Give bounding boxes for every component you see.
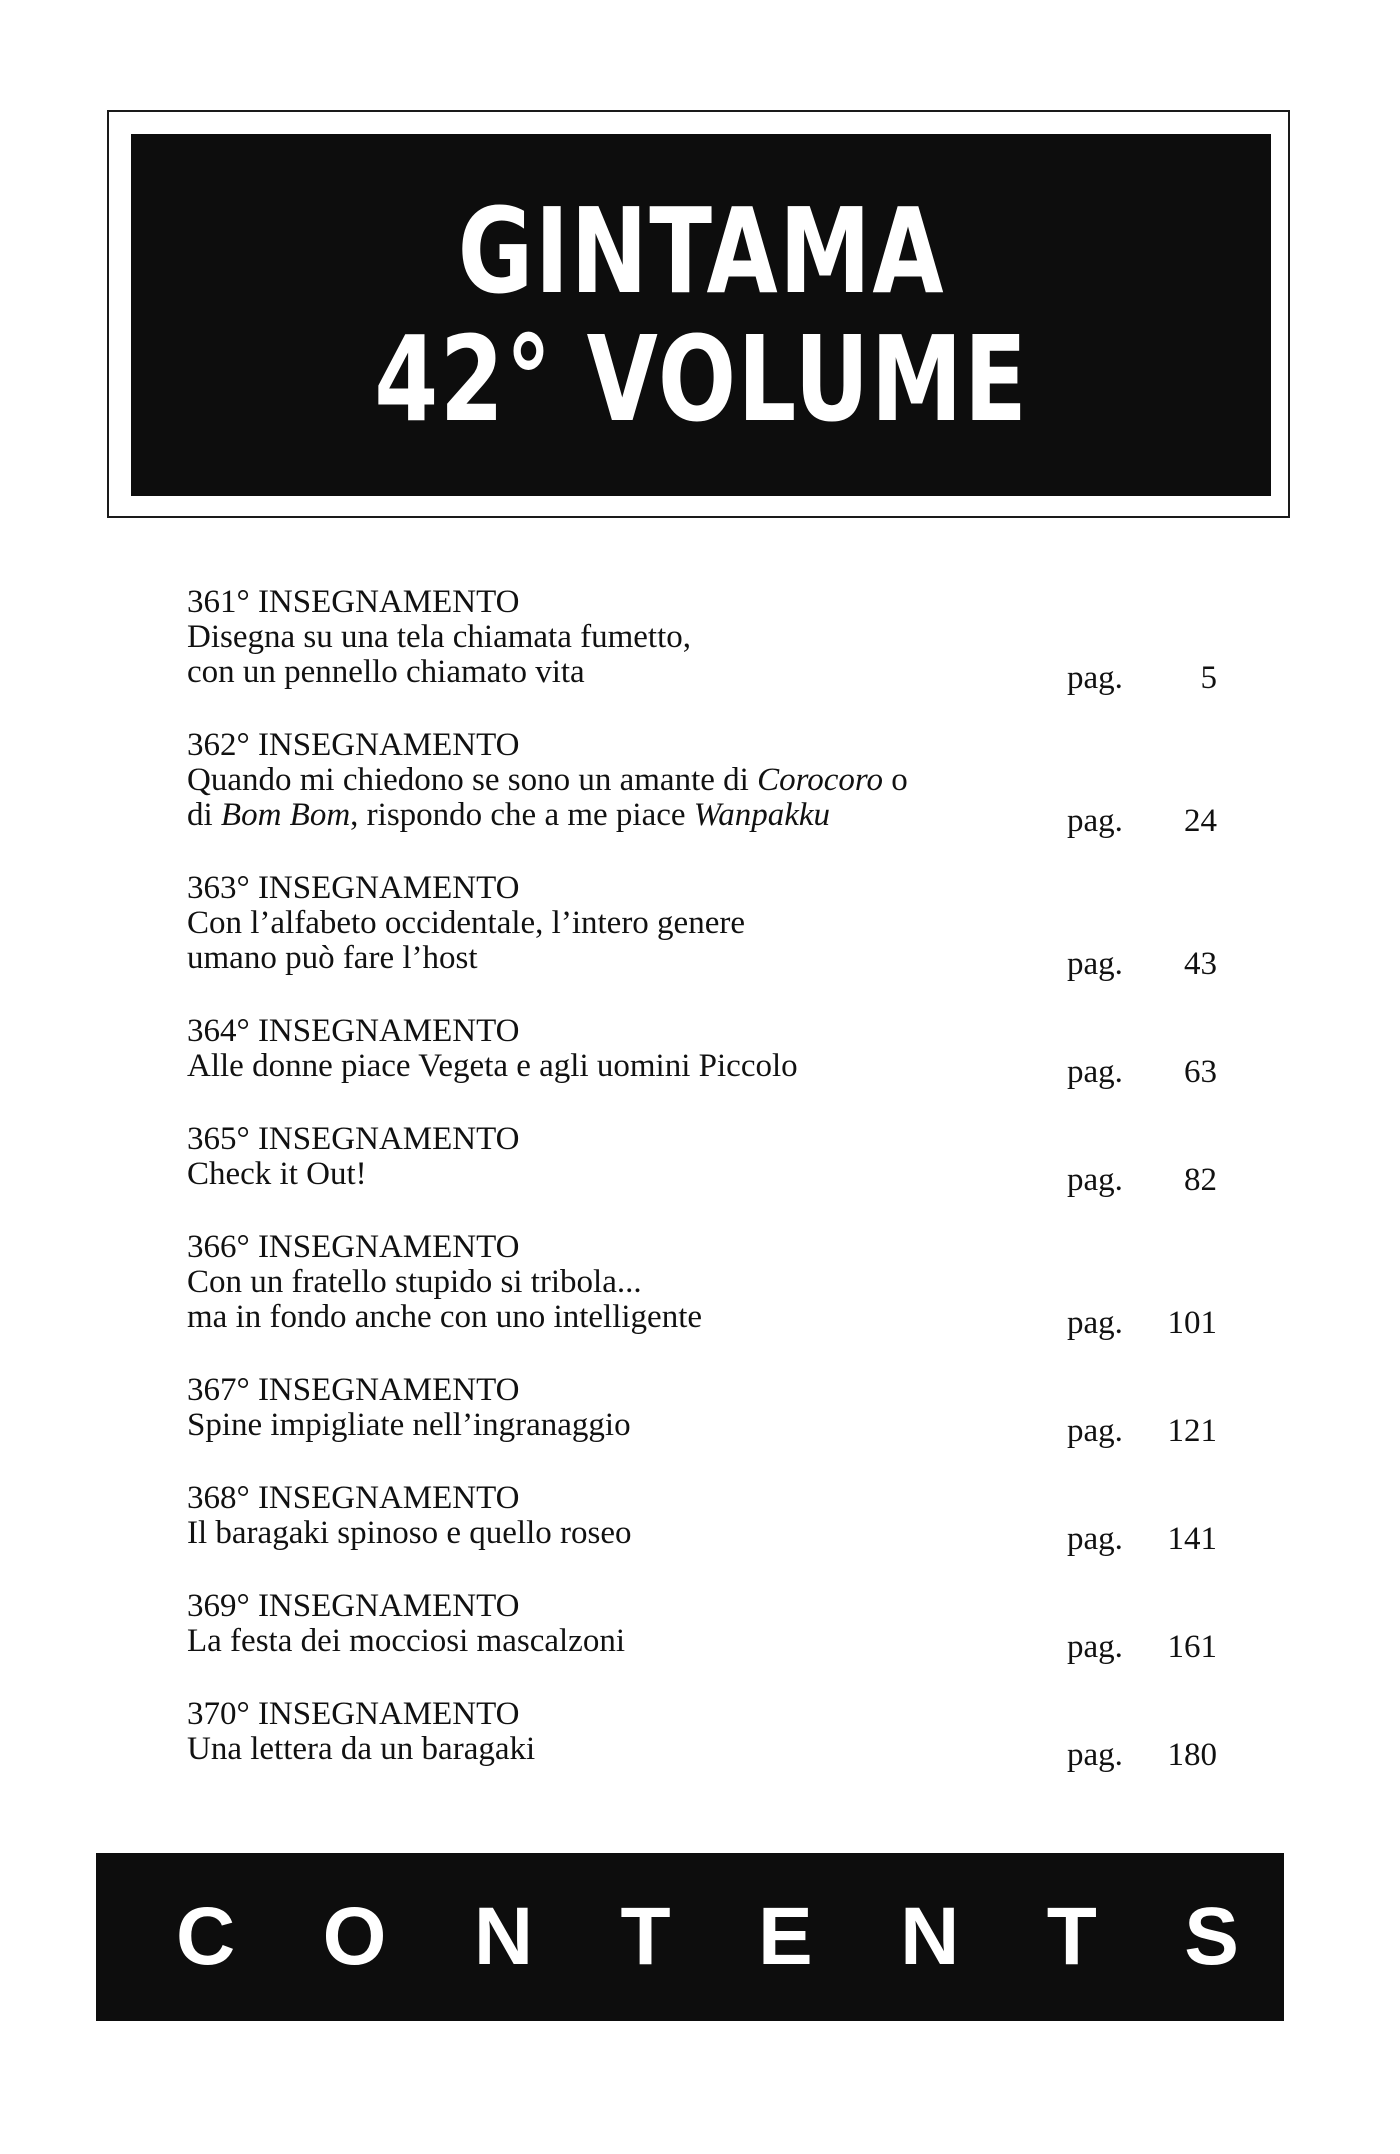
page-ref — [1067, 1055, 1217, 1090]
page-number: 43 — [1184, 946, 1217, 982]
chapter-title-line: di Bom Bom, rispondo che a me piace Wanpakku — [187, 797, 831, 833]
chapter-number: 366° INSEGNAMENTO — [187, 1229, 520, 1265]
table-of-contents — [187, 585, 1217, 1805]
page-ref — [1067, 1163, 1217, 1198]
page-prefix: pag. — [1067, 1162, 1123, 1198]
page-ref — [1067, 1522, 1217, 1557]
page-number: 82 — [1184, 1162, 1217, 1198]
chapter-number: 369° INSEGNAMENTO — [187, 1588, 520, 1624]
contents-letter: C — [176, 1891, 236, 1982]
contents-letter: N — [473, 1891, 534, 1982]
toc-entry[interactable] — [187, 584, 1217, 696]
page-prefix: pag. — [1067, 1521, 1123, 1557]
page-prefix: pag. — [1067, 803, 1123, 839]
chapter-title-line: La festa dei mocciosi mascalzoni — [187, 1623, 625, 1659]
chapter-title-line: Il baragaki spinoso e quello roseo — [187, 1515, 632, 1551]
contents-letter: O — [322, 1891, 387, 1982]
toc-entry[interactable] — [187, 1696, 1217, 1773]
page-number: 5 — [1200, 660, 1217, 696]
chapter-title-line: Check it Out! — [187, 1156, 367, 1192]
toc-entry[interactable] — [187, 1013, 1217, 1090]
toc-entry[interactable] — [187, 1372, 1217, 1449]
page-ref — [1067, 661, 1217, 696]
chapter-title-line: Con un fratello stupido si tribola... — [187, 1264, 642, 1300]
page-number: 24 — [1184, 803, 1217, 839]
contents-letter: E — [758, 1891, 813, 1982]
chapter-title-line: Quando mi chiedono se sono un amante di Corocoro o — [187, 762, 908, 798]
toc-entry[interactable] — [187, 870, 1217, 982]
chapter-number: 368° INSEGNAMENTO — [187, 1480, 520, 1516]
chapter-number: 367° INSEGNAMENTO — [187, 1372, 520, 1408]
chapter-title-line: Con l’alfabeto occidentale, l’intero genere — [187, 905, 745, 941]
chapter-number: 370° INSEGNAMENTO — [187, 1696, 520, 1732]
contents-letter: T — [1046, 1891, 1097, 1982]
page-prefix: pag. — [1067, 660, 1123, 696]
page-prefix: pag. — [1067, 1629, 1123, 1665]
italic-term: Corocoro — [757, 762, 883, 798]
page-number: 101 — [1167, 1305, 1217, 1341]
chapter-number: 361° INSEGNAMENTO — [187, 584, 520, 620]
chapter-number: 363° INSEGNAMENTO — [187, 870, 520, 906]
page-ref — [1067, 804, 1217, 839]
chapter-title-line: Disegna su una tela chiamata fumetto, — [187, 619, 691, 655]
chapter-title-line: Spine impigliate nell’ingranaggio — [187, 1407, 631, 1443]
toc-entry[interactable] — [187, 1229, 1217, 1341]
toc-entry[interactable] — [187, 1588, 1217, 1665]
page-number: 141 — [1167, 1521, 1217, 1557]
page-ref — [1067, 1738, 1217, 1773]
chapter-title-line: Alle donne piace Vegeta e agli uomini Piccolo — [187, 1048, 798, 1084]
contents-banner — [96, 1853, 1284, 2021]
chapter-number: 362° INSEGNAMENTO — [187, 727, 520, 763]
contents-letter: S — [1184, 1891, 1239, 1982]
contents-letter: N — [900, 1891, 960, 1982]
chapter-number: 365° INSEGNAMENTO — [187, 1121, 520, 1157]
page-prefix: pag. — [1067, 1737, 1123, 1773]
page-ref — [1067, 947, 1217, 982]
toc-entry[interactable] — [187, 1480, 1217, 1557]
page-number: 180 — [1167, 1737, 1217, 1773]
page-number: 63 — [1184, 1054, 1217, 1090]
volume-title: 42° VOLUME — [373, 310, 1029, 448]
page-ref — [1067, 1306, 1217, 1341]
page-number: 161 — [1167, 1629, 1217, 1665]
toc-entry[interactable] — [187, 1121, 1217, 1198]
page-prefix: pag. — [1067, 1413, 1123, 1449]
page-prefix: pag. — [1067, 946, 1123, 982]
italic-term: Wanpakku — [693, 797, 831, 833]
chapter-number: 364° INSEGNAMENTO — [187, 1013, 520, 1049]
page-prefix: pag. — [1067, 1305, 1123, 1341]
contents-letter: T — [620, 1891, 671, 1982]
page-ref — [1067, 1414, 1217, 1449]
page-prefix: pag. — [1067, 1054, 1123, 1090]
chapter-title-line: umano può fare l’host — [187, 940, 478, 976]
chapter-title-line: con un pennello chiamato vita — [187, 654, 585, 690]
chapter-title-line: ma in fondo anche con uno intelligente — [187, 1299, 703, 1335]
title-banner — [131, 134, 1271, 496]
italic-term: Bom Bom — [220, 797, 351, 833]
chapter-title-line: Una lettera da un baragaki — [187, 1731, 536, 1767]
page-ref — [1067, 1630, 1217, 1665]
series-title: GINTAMA — [457, 182, 945, 320]
page-number: 121 — [1167, 1413, 1217, 1449]
toc-entry[interactable] — [187, 727, 1217, 839]
